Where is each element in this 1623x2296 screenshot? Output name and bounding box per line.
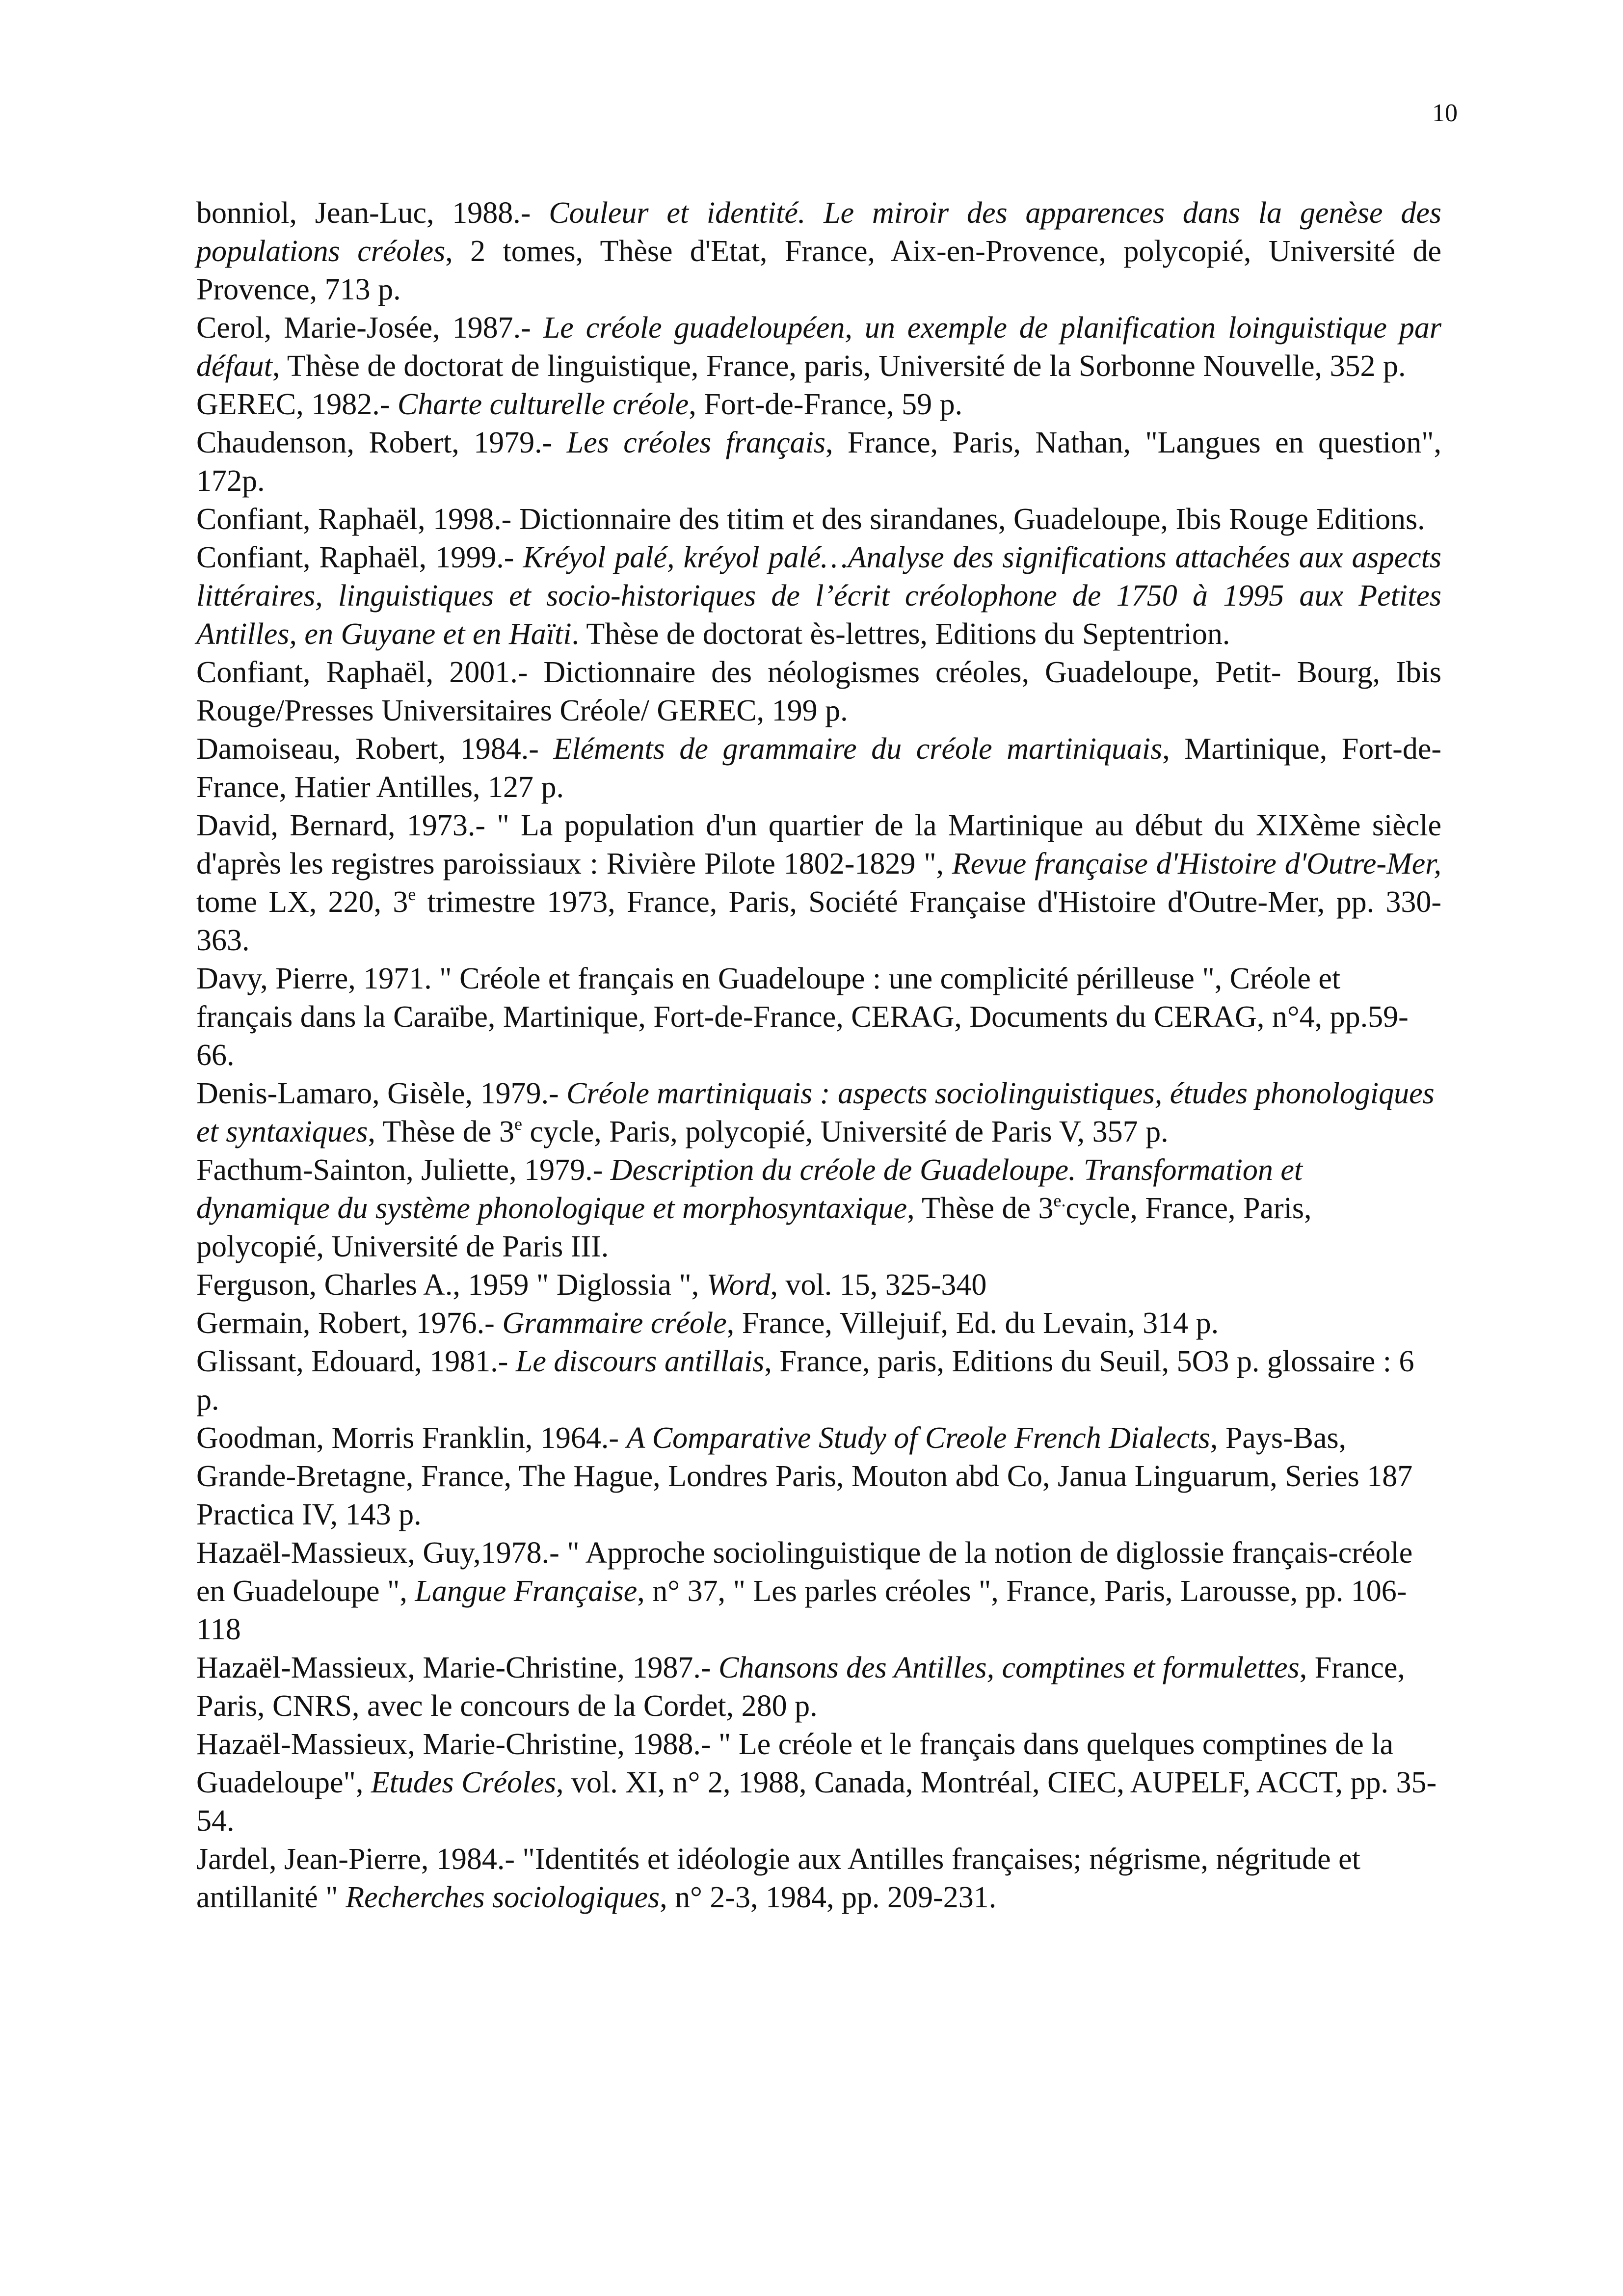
superscript: e. — [1053, 1191, 1066, 1210]
bibliography-entry — [196, 424, 1441, 500]
work-title: Eléments de grammaire du créole martiniquais — [553, 732, 1163, 766]
bibliography-entry — [196, 500, 1441, 538]
entry-text: Damoiseau, Robert, 1984.- — [196, 732, 554, 766]
entry-text: , Pays-Bas, Grande-Bretagne, France, The Hague, Londres Paris, Mouton abd Co, Janua Linguarum, Series 187 Practica IV, 143 p. — [196, 1421, 1413, 1531]
bibliography-entry — [196, 1725, 1441, 1840]
superscript: e — [408, 884, 416, 904]
bibliography-entry — [196, 1266, 1441, 1304]
work-title: Chansons des Antilles, comptines et formulettes — [718, 1651, 1300, 1684]
entry-text: , n° 37, " Les parles créoles ", France, Paris, Larousse, pp. 106-118 — [196, 1575, 1407, 1646]
work-title: Les créoles français — [566, 426, 825, 459]
work-title: Grammaire créole — [502, 1307, 727, 1340]
entry-text: , Fort-de-France, 59 p. — [689, 388, 963, 421]
entry-text: , n° 2-3, 1984, pp. 209-231. — [660, 1881, 997, 1914]
entry-text: cycle, France, Paris, polycopié, Université de Paris III. — [196, 1192, 1312, 1263]
entry-text: bonniol, Jean-Luc, 1988.- — [196, 196, 549, 230]
work-title: A Comparative Study of Creole French Dialects — [626, 1421, 1210, 1455]
work-title: Description du créole de Guadeloupe. Transformation et dynamique du système phonologique et morphosyntaxique — [196, 1153, 1303, 1225]
entry-text: Goodman, Morris Franklin, 1964.- — [196, 1421, 627, 1455]
work-title: Word — [706, 1268, 771, 1302]
bibliography-list — [196, 194, 1441, 1917]
bibliography-entry — [196, 1304, 1441, 1342]
entry-text: . Thèse de doctorat ès-lettres, Editions du Septentrion. — [571, 617, 1230, 651]
entry-text: cycle, Paris, polycopié, Université de Paris V, 357 p. — [522, 1115, 1169, 1148]
entry-text: Davy, Pierre, 1971. " Créole et français en Guadeloupe : une complicité périlleuse ", Créole et français dans la Caraïbe, Martinique, Fort-de-France, CERAG, Documents du CERAG, n°4, pp.59-66. — [196, 962, 1409, 1072]
entry-text: , vol. XI, n° 2, 1988, Canada, Montréal, CIEC, AUPELF, ACCT, pp. 35-54. — [196, 1766, 1437, 1838]
work-title: Couleur et identité. Le miroir des apparences dans la genèse des populations créoles — [196, 196, 1441, 268]
entry-text: , France, Paris, CNRS, avec le concours de la Cordet, 280 p. — [196, 1651, 1405, 1723]
entry-text: Confiant, Raphaël, 2001.- Dictionnaire des néologismes créoles, Guadeloupe, Petit- Bourg, Ibis Rouge/Presses Universitaires Créole/ GEREC, 199 p. — [196, 656, 1441, 727]
entry-text: Hazaël-Massieux, Marie-Christine, 1988.- " Le créole et le français dans quelques comptines de la Guadeloupe", — [196, 1728, 1393, 1799]
bibliography-entry — [196, 309, 1441, 385]
entry-text: , Thèse de 3 — [368, 1115, 514, 1148]
work-title: Recherches sociologiques — [346, 1881, 660, 1914]
work-title: Langue Française — [415, 1575, 638, 1608]
bibliography-entry — [196, 960, 1441, 1074]
bibliography-entry — [196, 385, 1441, 424]
work-title: Le créole guadeloupéen, un exemple de planification loinguistique par défaut — [196, 311, 1441, 383]
bibliography-entry — [196, 194, 1441, 309]
page-number: 10 — [1432, 99, 1458, 127]
bibliography-entry — [196, 1649, 1441, 1725]
entry-text: Glissant, Edouard, 1981.- — [196, 1345, 516, 1378]
work-title: Etudes Créoles — [371, 1766, 556, 1799]
entry-text: , Thèse de doctorat de linguistique, France, paris, Université de la Sorbonne Nouvelle, 352 p. — [272, 349, 1406, 383]
bibliography-entry — [196, 1534, 1441, 1649]
work-title: Le discours antillais — [515, 1345, 765, 1378]
work-title: Charte culturelle créole — [397, 388, 689, 421]
entry-text: , France, Paris, Nathan, "Langues en question", 172p. — [196, 426, 1442, 498]
work-title: Kréyol palé, kréyol palé…Analyse des significations attachées aux aspects littéraires, linguistiques et socio-historiques de l’écrit créolophone de 1750 à 1995 aux Petites Antilles, en Guyane et en Haïti — [196, 541, 1441, 651]
entry-text: Confiant, Raphaël, 1998.- Dictionnaire des titim et des sirandanes, Guadeloupe, Ibis Rouge Editions. — [196, 503, 1425, 536]
entry-text: , France, Villejuif, Ed. du Levain, 314 p. — [726, 1307, 1219, 1340]
bibliography-entry — [196, 538, 1441, 653]
bibliography-entry — [196, 1151, 1441, 1266]
entry-text: , Thèse de 3 — [907, 1192, 1054, 1225]
entry-text: Chaudenson, Robert, 1979.- — [196, 426, 567, 459]
entry-text: , Martinique, Fort-de-France, Hatier Antilles, 127 p. — [196, 732, 1441, 804]
bibliography-entry — [196, 1419, 1441, 1534]
entry-text: tome LX, 220, 3 — [196, 885, 408, 919]
bibliography-entry — [196, 1342, 1441, 1419]
work-title: Créole martiniquais : aspects sociolinguistiques, études phonologiques et syntaxiques — [196, 1077, 1435, 1148]
entry-text: Jardel, Jean-Pierre, 1984.- "Identités et idéologie aux Antilles françaises; négrisme, négritude et antillanité " — [196, 1842, 1360, 1914]
entry-text: Cerol, Marie-Josée, 1987.- — [196, 311, 543, 345]
bibliography-entry — [196, 1840, 1441, 1917]
entry-text: , vol. 15, 325-340 — [770, 1268, 987, 1302]
entry-text: Facthum-Sainton, Juliette, 1979.- — [196, 1153, 611, 1187]
work-title: Revue française d'Histoire d'Outre-Mer, — [952, 847, 1441, 881]
entry-text: GEREC, 1982.- — [196, 388, 398, 421]
entry-text: Confiant, Raphaël, 1999.- — [196, 541, 523, 574]
entry-text: David, Bernard, 1973.- " La population d'un quartier de la Martinique au début du XIXème siècle d'après les registres paroissiaux : Rivière Pilote 1802-1829 ", — [196, 809, 1441, 881]
bibliography-entry — [196, 653, 1441, 730]
entry-text: , 2 tomes, Thèse d'Etat, France, Aix-en-Provence, polycopié, Université de Provence, 713 p. — [196, 235, 1442, 306]
bibliography-entry — [196, 730, 1441, 806]
entry-text: Hazaël-Massieux, Marie-Christine, 1987.- — [196, 1651, 719, 1684]
bibliography-entry — [196, 806, 1441, 960]
superscript: e — [514, 1114, 522, 1134]
entry-text: Denis-Lamaro, Gisèle, 1979.- — [196, 1077, 567, 1110]
bibliography-entry — [196, 1074, 1441, 1151]
entry-text: , France, paris, Editions du Seuil, 5O3 p. glossaire : 6 p. — [196, 1345, 1414, 1416]
entry-text: Hazaël-Massieux, Guy,1978.- " Approche sociolinguistique de la notion de diglossie français-créole en Guadeloupe ", — [196, 1536, 1413, 1608]
entry-text: Germain, Robert, 1976.- — [196, 1307, 503, 1340]
entry-text: Ferguson, Charles A., 1959 " Diglossia ", — [196, 1268, 707, 1302]
entry-text: trimestre 1973, France, Paris, Société Française d'Histoire d'Outre-Mer, pp. 330-363. — [196, 885, 1441, 957]
